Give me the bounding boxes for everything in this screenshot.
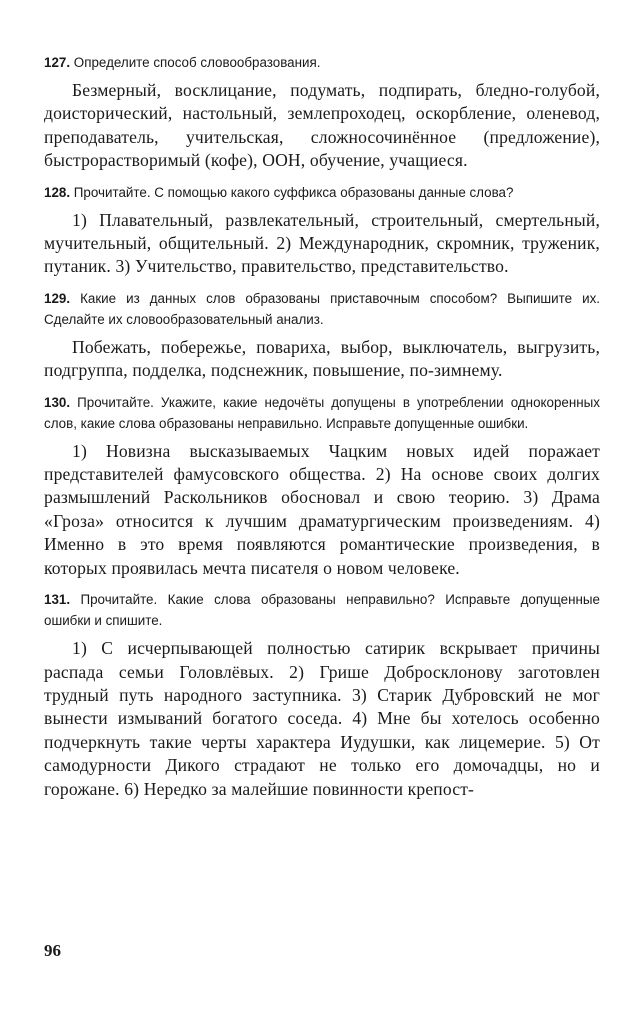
task-number: 127. bbox=[44, 55, 71, 70]
task-body: Безмерный, восклицание, подумать, подпирать, бледно-голубой, доисторический, настольный, землепроходец, оскорбление, оленевод, преподаватель, учительская, сложносочинённое (предложение), быстрорастворимый (кофе), ООН, обучение, учащиеся. bbox=[44, 80, 600, 171]
task-body: 1) Плавательный, развлекательный, строительный, смертельный, мучительный, общительный. 2) Международник, скромник, труженик, путаник. 3) Учительство, правительство, представительство. bbox=[44, 209, 600, 277]
task-instruction bbox=[44, 288, 600, 330]
task-instruction-text: Прочитайте. С помощью какого суффикса образованы данные слова? bbox=[73, 184, 514, 200]
task-130 bbox=[44, 392, 600, 580]
task-129 bbox=[44, 288, 600, 383]
task-body: Побежать, побережье, повариха, выбор, выключатель, выгрузить, подгруппа, подделка, подснежник, повышение, по-зимнему. bbox=[44, 336, 600, 381]
task-number: 131. bbox=[44, 592, 71, 608]
task-instruction bbox=[44, 392, 600, 434]
task-instruction bbox=[44, 589, 600, 631]
task-instruction-text: Какие из данных слов образованы приставочным способом? Выпишите их. Сделайте их словообразовательный анализ. bbox=[44, 290, 600, 327]
task-number: 128. bbox=[44, 184, 71, 200]
page-content bbox=[44, 52, 600, 810]
task-131 bbox=[44, 589, 600, 801]
task-128 bbox=[44, 182, 600, 279]
task-instruction-text: Определите способ словообразования. bbox=[73, 55, 321, 70]
task-instruction bbox=[44, 52, 600, 73]
task-number: 129. bbox=[44, 290, 71, 306]
page-number: 96 bbox=[44, 941, 61, 960]
task-instruction bbox=[44, 182, 600, 203]
task-127 bbox=[44, 52, 600, 173]
task-instruction-text: Прочитайте. Какие слова образованы неправильно? Исправьте допущенные ошибки и спишите. bbox=[44, 592, 600, 629]
task-instruction-text: Прочитайте. Укажите, какие недочёты допущены в употреблении однокоренных слов, какие слова образованы неправильно. Исправьте допущенные ошибки. bbox=[44, 394, 600, 431]
task-body: 1) Новизна высказываемых Чацким новых идей поражает представителей фамусовского общества. 2) На основе своих долгих размышлений Раскольников обосновал и свою теорию. 3) Драма «Гроза» относится к лучшим драматургическим произведениям. 4) Именно в это время появляются романтические произведения, в которых проявилась мечта писателя о новом человеке. bbox=[44, 440, 600, 578]
task-number: 130. bbox=[44, 394, 71, 410]
task-body: 1) С исчерпывающей полностью сатирик вскрывает причины распада семьи Головлёвых. 2) Грише Добросклонову заготовлен трудный путь народного заступника. 3) Старик Дубровский не мог вынести измываний богатого соседа. 4) Мне бы хотелось особенно подчеркнуть такие черты характера Иудушки, как лицемерие. 5) От самодурности Дикого страдают не только его домочадцы, но и горожане. 6) Нередко за малейшие повинности крепост- bbox=[44, 638, 600, 799]
